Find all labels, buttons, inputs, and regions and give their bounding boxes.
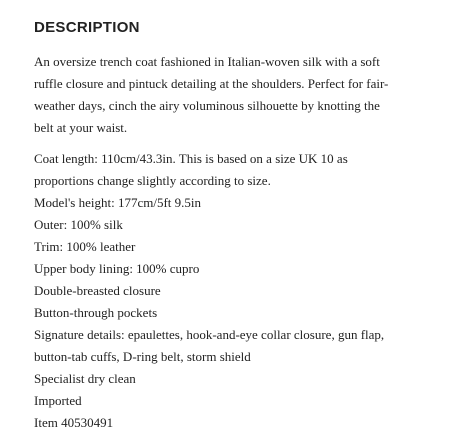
detail-closure: Double-breasted closure <box>34 283 161 298</box>
detail-care: Specialist dry clean <box>34 371 136 386</box>
detail-item-number: Item 40530491 <box>34 415 114 430</box>
detail-outer-material: Outer: 100% silk <box>34 217 123 232</box>
detail-origin: Imported <box>34 393 82 408</box>
detail-trim-material: Trim: 100% leather <box>34 239 136 254</box>
product-details-list <box>34 148 394 434</box>
description-intro: An oversize trench coat fashioned in Italian-woven silk with a soft ruffle closure and pintuck detailing at the shoulders. Perfect for fair-weather days, cinch the airy voluminous silhouette by knotting the belt at your waist. <box>34 54 389 135</box>
detail-model-height: Model's height: 177cm/5ft 9.5in <box>34 195 201 210</box>
detail-signature: Signature details: epaulettes, hook-and-eye collar closure, gun flap, button-tab cuffs, D-ring belt, storm shield <box>34 327 385 364</box>
detail-coat-length: Coat length: 110cm/43.3in. This is based on a size UK 10 as proportions change slightly according to size. <box>34 151 348 188</box>
description-heading: DESCRIPTION <box>34 19 140 36</box>
detail-pockets: Button-through pockets <box>34 305 158 320</box>
detail-lining-material: Upper body lining: 100% cupro <box>34 261 200 276</box>
